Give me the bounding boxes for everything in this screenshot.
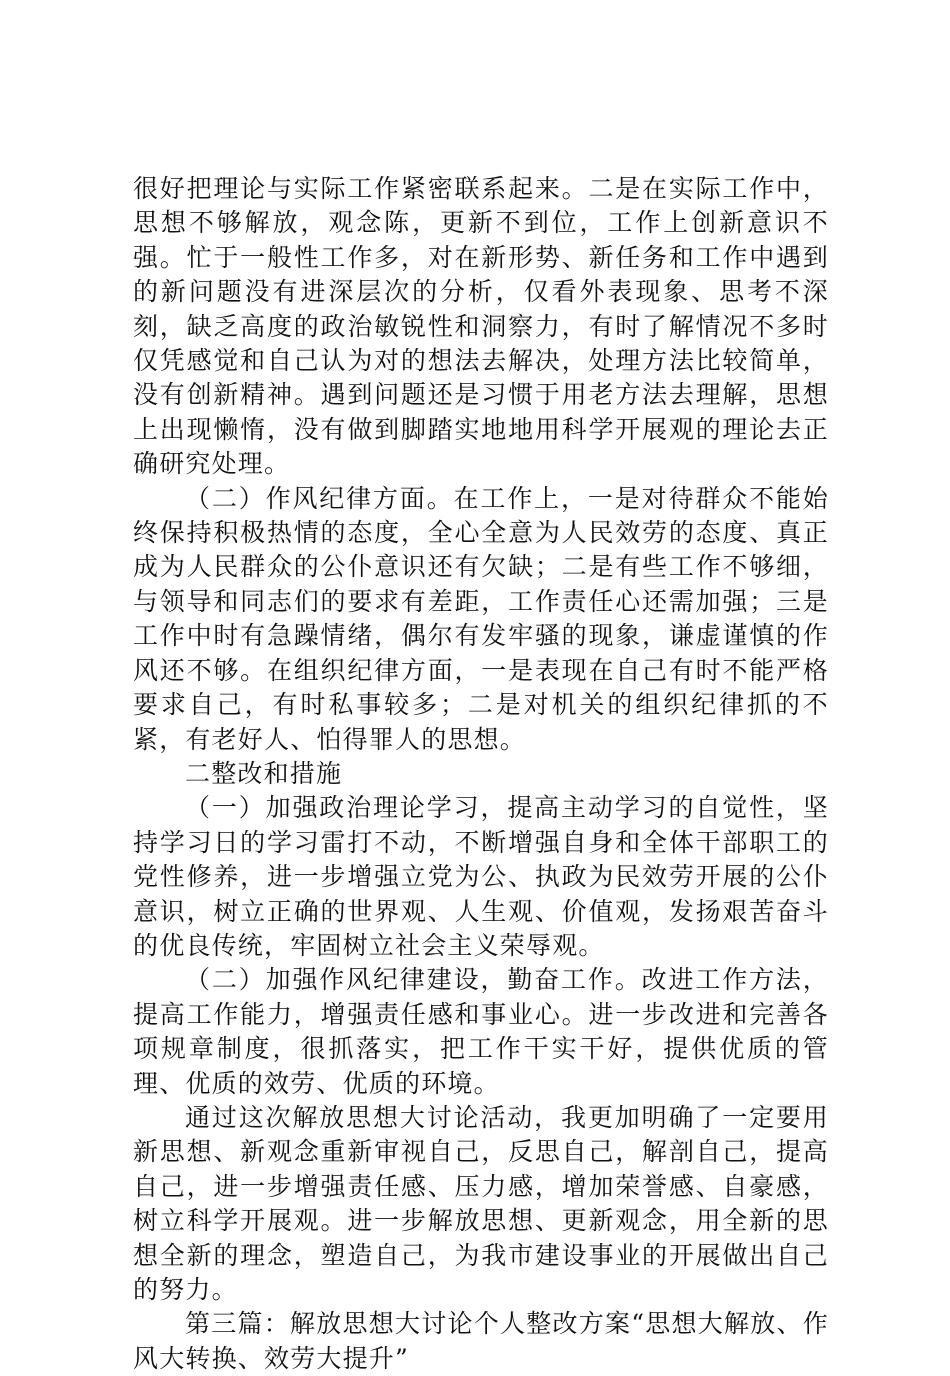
document-body — [133, 172, 829, 1376]
paragraph-discipline-construction: （二）加强作风纪律建设，勤奋工作。改进工作方法，提高工作能力，增强责任感和事业心。进一步改进和完善各项规章制度，很抓落实，把工作干实干好，提供优质的管理、优质的效劳、优质的环境。 — [133, 965, 829, 1098]
paragraph-work-style-discipline: （二）作风纪律方面。在工作上，一是对待群众不能始终保持积极热情的态度，全心全意为人民效劳的态度、真正成为人民群众的公仆意识还有欠缺；二是有些工作不够细，与领导和同志们的要求有差距，工作责任心还需加强；三是工作中时有急躁情绪，偶尔有发牢骚的现象，谦虚谨慎的作风还不够。在组织纪律方面，一是表现在自己有时不能严格要求自己，有时私事较多；二是对机关的组织纪律抓的不紧，有老好人、怕得罪人的思想。 — [133, 483, 829, 754]
paragraph-third-article-title: 第三篇：解放思想大讨论个人整改方案“思想大解放、作风大转换、效劳大提升” — [133, 1309, 829, 1373]
paragraph-political-theory-study: （一）加强政治理论学习，提高主动学习的自觉性，坚持学习日的学习雷打不动，不断增强自身和全体干部职工的党性修养，进一步增强立党为公、执政为民效劳开展的公仆意识，树立正确的世界观、人生观、价值观，发扬艰苦奋斗的优良传统，牢固树立社会主义荣辱观。 — [133, 793, 829, 960]
paragraph-conclusion: 通过这次解放思想大讨论活动，我更加明确了一定要用新思想、新观念重新审视自己，反思自己，解剖自己，提高自己，进一步增强责任感、压力感，增加荣誉感、自豪感，树立科学开展观。进一步解放思想、更新观念，用全新的思想全新的理念，塑造自己，为我市建设事业的开展做出自己的努力。 — [133, 1102, 829, 1304]
section-heading-rectification-measures: 二整改和措施 — [185, 758, 343, 788]
paragraph-theory-practice: 很好把理论与实际工作紧密联系起来。二是在实际工作中，思想不够解放，观念陈，更新不到位，工作上创新意识不强。忙于一般性工作多，对在新形势、新任务和工作中遇到的新问题没有进深层次的分析，仅看外表现象、思考不深刻，缺乏高度的政治敏锐性和洞察力，有时了解情况不多时仅凭感觉和自己认为对的想法去解决，处理方法比较简单，没有创新精神。遇到问题还是习惯于用老方法去理解，思想上出现懒惰，没有做到脚踏实地地用科学开展观的理论去正确研究处理。 — [133, 174, 829, 479]
